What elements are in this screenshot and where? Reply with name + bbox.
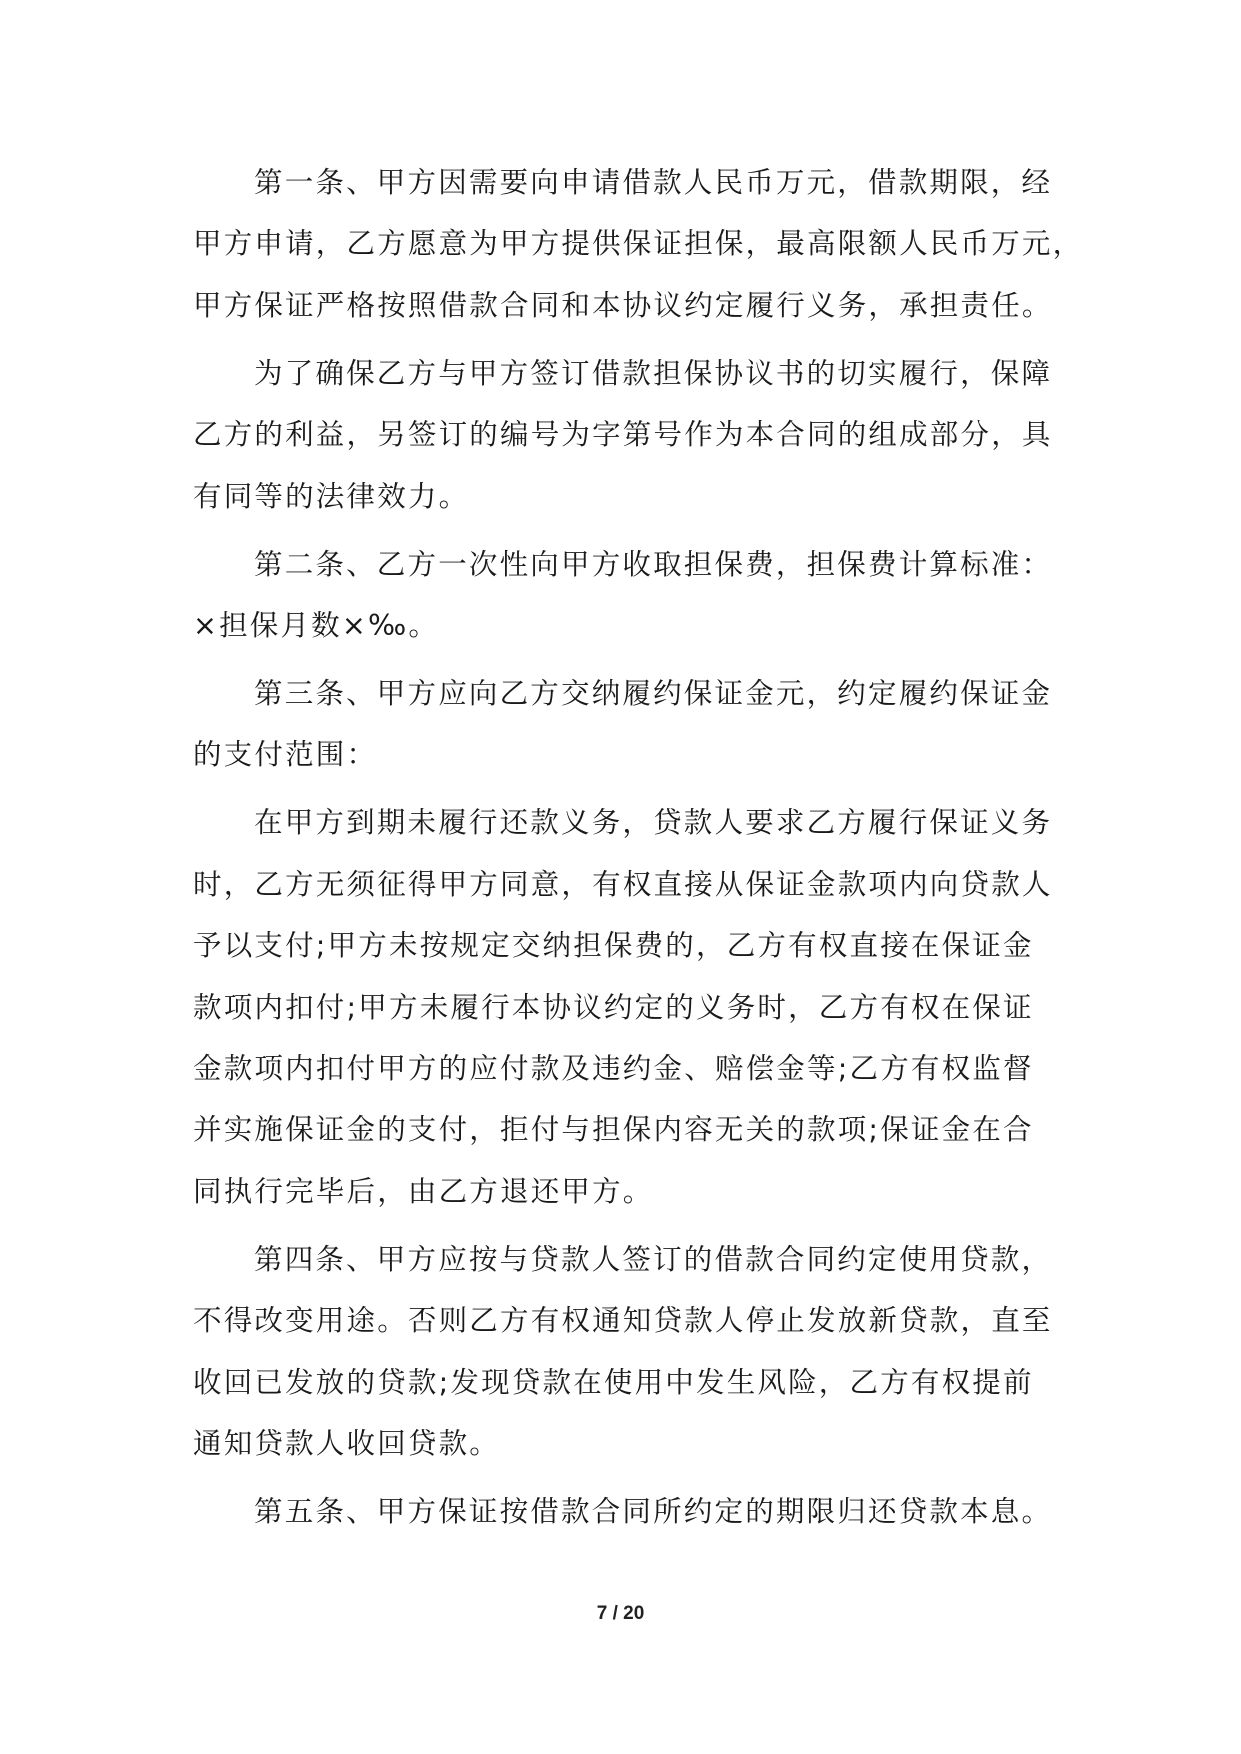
page-number: 7 / 20 xyxy=(596,1603,645,1624)
paragraph-article-3 xyxy=(193,663,1053,786)
text-line: 在甲方到期未履行还款义务，贷款人要求乙方履行保证义务 xyxy=(254,806,1053,840)
document-body xyxy=(193,152,1084,1549)
paragraph-article-5 xyxy=(193,1481,1053,1542)
text-line: 同执行完毕后，由乙方退还甲方。 xyxy=(193,1174,654,1208)
text-line: 不得改变用途。否则乙方有权通知贷款人停止发放新贷款，直至 xyxy=(193,1304,1053,1338)
text-line: 甲方申请，乙方愿意为甲方提供保证担保，最高限额人民币万元， xyxy=(193,227,1084,261)
text-line: ×担保月数×‰。 xyxy=(193,609,440,643)
text-line: 金款项内扣付甲方的应付款及违约金、赔偿金等;乙方有权监督 xyxy=(193,1052,1034,1086)
text-line: 乙方的利益，另签订的编号为字第号作为本合同的组成部分，具 xyxy=(193,418,1053,452)
text-line: 为了确保乙方与甲方签订借款担保协议书的切实履行，保障 xyxy=(254,356,1053,390)
text-line: 甲方保证严格按照借款合同和本协议约定履行义务，承担责任。 xyxy=(193,288,1053,322)
paragraph-article-1 xyxy=(193,152,1084,336)
paragraph-deposit-usage xyxy=(193,792,1053,1222)
text-line: 款项内扣付;甲方未履行本协议约定的义务时，乙方有权在保证 xyxy=(193,990,1034,1024)
text-line: 第四条、甲方应按与贷款人签订的借款合同约定使用贷款， xyxy=(254,1242,1053,1276)
text-line: 的支付范围： xyxy=(193,738,378,772)
text-line: 通知贷款人收回贷款。 xyxy=(193,1427,501,1461)
text-line: 时，乙方无须征得甲方同意，有权直接从保证金款项内向贷款人 xyxy=(193,867,1053,901)
text-line: 第二条、乙方一次性向甲方收取担保费，担保费计算标准： xyxy=(254,547,1053,581)
text-line: 有同等的法律效力。 xyxy=(193,479,470,513)
paragraph-article-2 xyxy=(193,534,1053,657)
text-line: 第一条、甲方因需要向申请借款人民币万元，借款期限，经 xyxy=(254,166,1053,199)
text-line: 第五条、甲方保证按借款合同所约定的期限归还贷款本息。 xyxy=(254,1495,1053,1529)
text-line: 第三条、甲方应向乙方交纳履约保证金元，约定履约保证金 xyxy=(254,677,1053,711)
paragraph-article-4 xyxy=(193,1229,1053,1475)
paragraph-guarantee-purpose xyxy=(193,343,1053,527)
text-line: 予以支付;甲方未按规定交纳担保费的，乙方有权直接在保证金 xyxy=(193,929,1034,963)
text-line: 并实施保证金的支付，拒付与担保内容无关的款项;保证金在合 xyxy=(193,1113,1034,1147)
text-line: 收回已发放的贷款;发现贷款在使用中发生风险，乙方有权提前 xyxy=(193,1365,1034,1399)
